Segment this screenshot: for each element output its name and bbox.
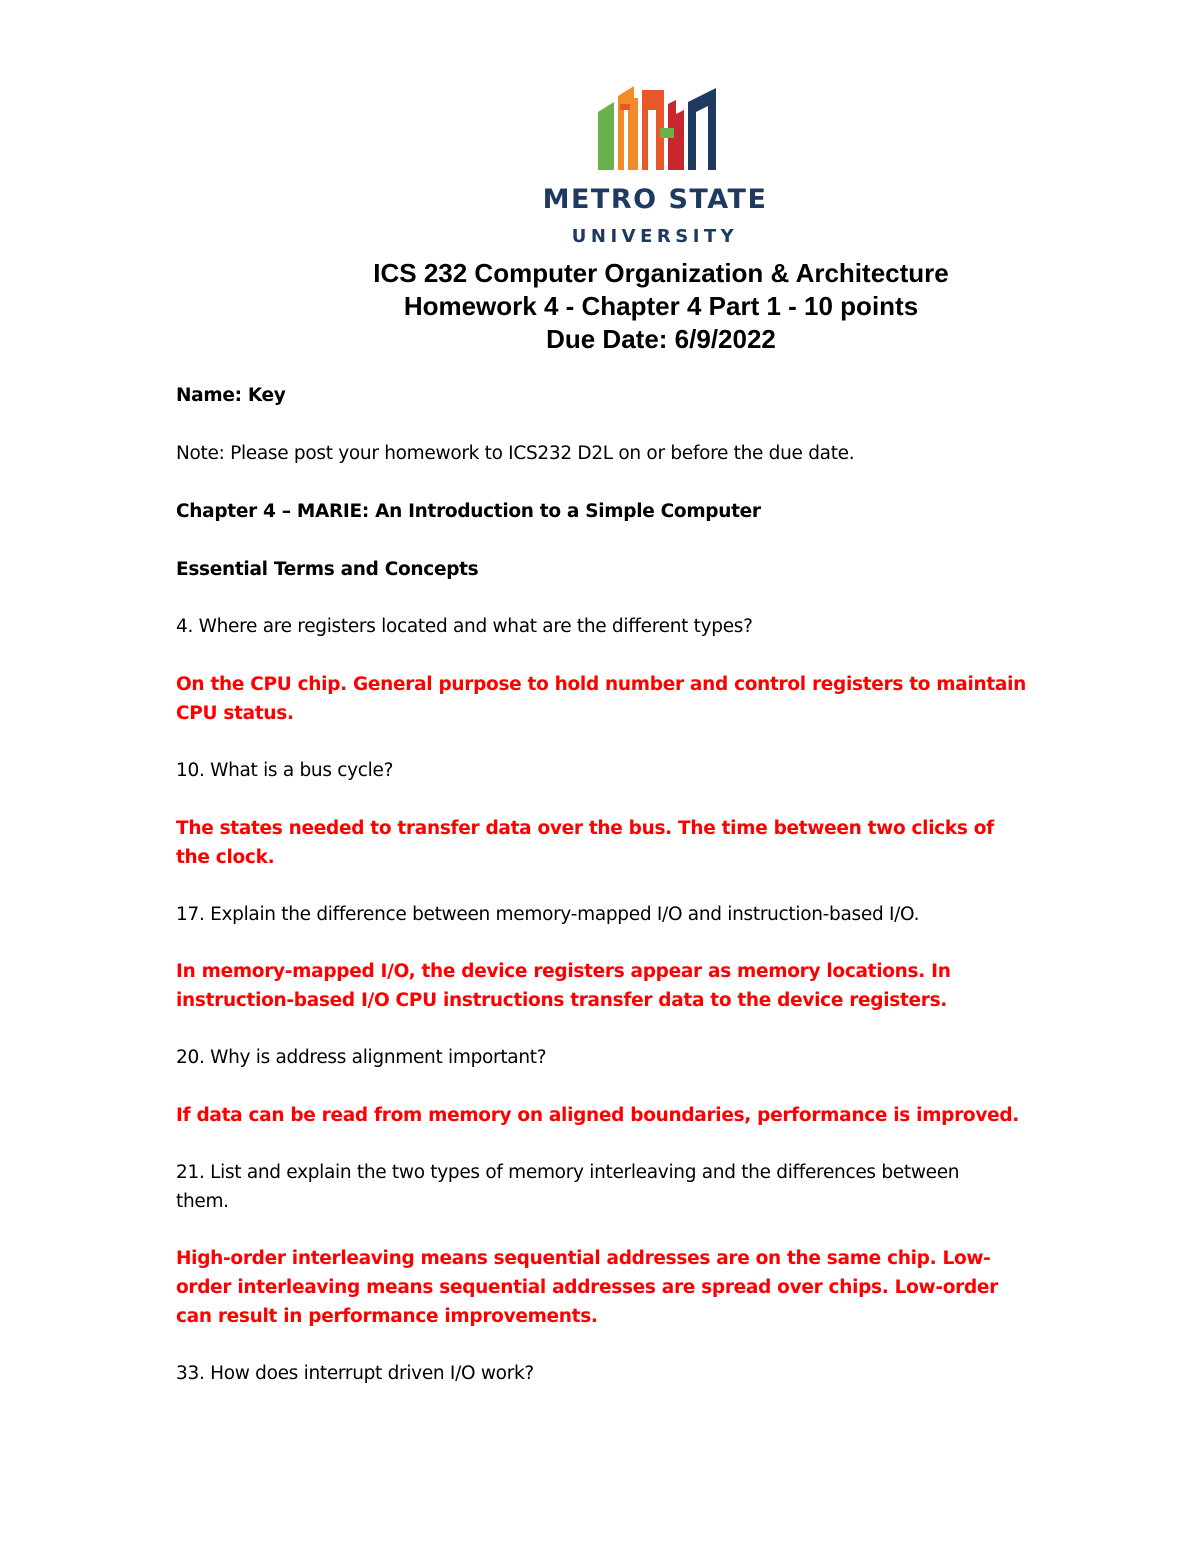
question-20: 20. Why is address alignment important? <box>176 1047 547 1068</box>
logo-wordmark-university: UNIVERSITY <box>571 226 739 247</box>
logo-wordmark-metro-state: METRO STATE <box>542 184 768 215</box>
course-title: ICS 232 Computer Organization & Architecture <box>373 258 949 288</box>
question-4: 4. Where are registers located and what are the different types? <box>176 616 753 637</box>
answer-20: If data can be read from memory on aligned boundaries, performance is improved. <box>176 1105 1020 1126</box>
question-10: 10. What is a bus cycle? <box>176 760 394 781</box>
document-header <box>160 257 1162 356</box>
chapter-title: Chapter 4 – MARIE: An Introduction to a Simple Computer <box>176 501 761 522</box>
question-17: 17. Explain the difference between memory-mapped I/O and instruction-based I/O. <box>176 904 920 925</box>
question-33: 33. How does interrupt driven I/O work? <box>176 1363 534 1384</box>
answer-17: In memory-mapped I/O, the device registers appear as memory locations. In instruction-based I/O CPU instructions transfer data to the device registers. <box>176 961 951 1011</box>
name-line: Name: Key <box>176 385 286 406</box>
question-21: 21. List and explain the two types of memory interleaving and the differences between them. <box>176 1162 960 1212</box>
section-title: Essential Terms and Concepts <box>176 559 479 580</box>
logo-mark-icon <box>520 80 790 180</box>
answer-4: On the CPU chip. General purpose to hold number and control registers to maintain CPU status. <box>176 674 1027 724</box>
answer-10: The states needed to transfer data over the bus. The time between two clicks of the clock. <box>176 818 994 868</box>
university-logo <box>520 80 790 250</box>
note-line: Note: Please post your homework to ICS232 D2L on or before the due date. <box>176 443 855 464</box>
answer-21: High-order interleaving means sequential addresses are on the same chip. Low-order interleaving means sequential addresses are spread over chips. Low-order can result in performance improvements. <box>176 1248 998 1327</box>
assignment-title: Homework 4 - Chapter 4 Part 1 - 10 points <box>403 291 919 321</box>
due-date: Due Date: 6/9/2022 <box>546 324 776 354</box>
